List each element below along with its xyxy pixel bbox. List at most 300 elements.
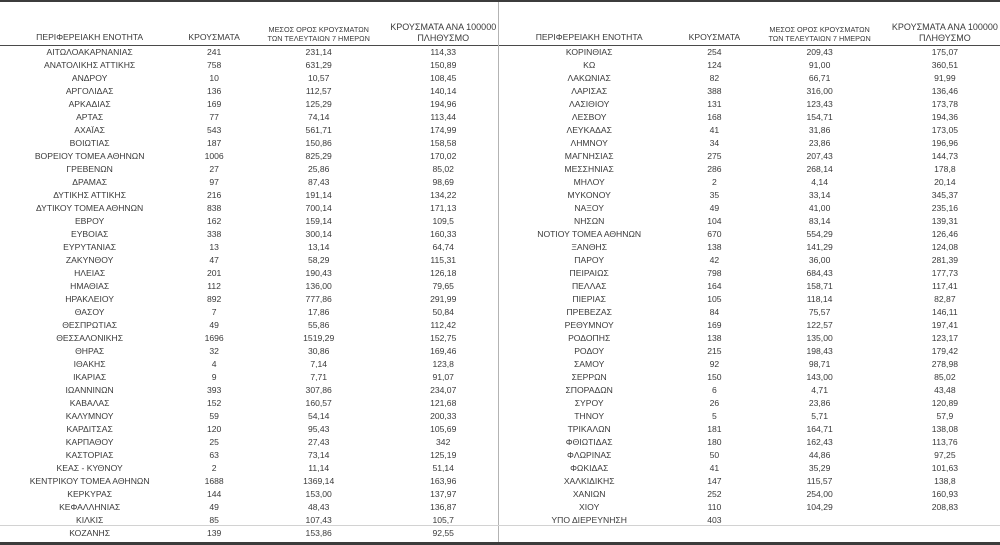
avg7days-cell: 136,00: [305, 281, 332, 291]
region-cell: ΚΑΡΠΑΘΟΥ: [65, 437, 114, 447]
region-cell: ΑΡΚΑΔΙΑΣ: [68, 99, 111, 109]
avg7days-cell: 66,71: [808, 73, 831, 83]
avg7days-cell: 209,43: [806, 47, 833, 57]
table-row: [0, 436, 498, 449]
per100k-cell: 113,44: [430, 112, 457, 122]
per100k-cell: 92,55: [432, 528, 454, 538]
table-row: [0, 462, 498, 475]
avg7days-cell: 17,86: [307, 307, 330, 317]
cases-cell: 84: [709, 307, 720, 317]
region-cell: ΕΒΡΟΥ: [74, 216, 105, 226]
region-cell: ΧΑΝΙΩΝ: [572, 489, 606, 499]
table-row: [499, 423, 1000, 436]
cases-cell: 104: [707, 216, 722, 226]
cases-cell: 393: [206, 385, 222, 395]
region-cell: ΚΕΑΣ - ΚΥΘΝΟΥ: [56, 463, 123, 473]
region-cell: ΛΗΜΝΟΥ: [570, 138, 608, 148]
per100k-cell: 178,8: [934, 164, 956, 174]
per100k-cell: 342: [436, 437, 451, 447]
cases-cell: 838: [206, 203, 222, 213]
cases-cell: 85: [209, 515, 219, 525]
column-header-cases: ΚΡΟΥΣΜΑΤΑ: [179, 2, 249, 46]
avg7days-cell: 5,71: [811, 411, 828, 421]
cases-cell: 169: [206, 99, 222, 109]
per100k-cell: 169,46: [430, 346, 457, 356]
table-header-row: [0, 2, 498, 46]
cases-cell: 82: [709, 73, 720, 83]
table-row: [499, 384, 1000, 397]
region-cell: ΔΥΤΙΚΟΥ ΤΟΜΕΑ ΑΘΗΝΩΝ: [35, 203, 144, 213]
per100k-cell: 50,84: [432, 307, 454, 317]
avg7days-cell: 123,43: [806, 99, 833, 109]
table-row: [0, 358, 498, 371]
table-row: [0, 85, 498, 98]
table-row: [499, 501, 1000, 514]
cases-cell: 286: [707, 164, 722, 174]
region-cell: ΘΑΣΟΥ: [74, 307, 105, 317]
cases-cell: 1688: [204, 476, 224, 486]
table-row: [499, 150, 1000, 163]
region-cell: ΧΑΛΚΙΔΙΚΗΣ: [563, 476, 615, 486]
region-cell: ΛΑΡΙΣΑΣ: [571, 86, 608, 96]
cases-cell: 139: [206, 528, 222, 538]
table-row: [499, 293, 1000, 306]
cases-cell: 77: [209, 112, 219, 122]
table-body-left: [0, 46, 498, 541]
region-cell: ΘΕΣΠΡΩΤΙΑΣ: [62, 320, 118, 330]
cases-table-left: [0, 2, 498, 540]
avg7days-cell: 154,71: [806, 112, 833, 122]
region-cell: ΣΕΡΡΩΝ: [571, 372, 607, 382]
avg7days-cell: 300,14: [305, 229, 332, 239]
per100k-cell: 345,37: [931, 190, 959, 200]
table-row: [499, 306, 1000, 319]
table-row: [499, 280, 1000, 293]
cases-cell: 1696: [204, 333, 224, 343]
cases-cell: 2: [211, 463, 217, 473]
table-row: [499, 59, 1000, 72]
table-row: [499, 436, 1000, 449]
table-row: [499, 228, 1000, 241]
avg7days-cell: 1369,14: [303, 476, 335, 486]
regional-table-left: [0, 2, 498, 542]
avg7days-cell: 307,86: [305, 385, 332, 395]
region-cell: ΘΗΡΑΣ: [75, 346, 105, 356]
region-cell: ΜΗΛΟΥ: [573, 177, 605, 187]
column-header-per100k-line2: ΠΛΗΘΥΣΜΟ: [417, 32, 470, 43]
region-cell: ΛΕΥΚΑΔΑΣ: [566, 125, 612, 135]
table-row: [0, 215, 498, 228]
avg7days-cell: 25,86: [307, 164, 330, 174]
table-row: [499, 176, 1000, 189]
cases-cell: 162: [206, 216, 222, 226]
cases-cell: 47: [209, 255, 219, 265]
table-row: [0, 449, 498, 462]
region-cell: ΒΟΡΕΙΟΥ ΤΟΜΕΑ ΑΘΗΝΩΝ: [34, 151, 145, 161]
region-cell: ΚΩ: [583, 60, 596, 70]
per100k-cell: 105,7: [432, 515, 454, 525]
cases-cell: 403: [707, 515, 722, 525]
cases-cell: 215: [707, 346, 722, 356]
region-cell: ΝΑΞΟΥ: [574, 203, 605, 213]
table-row: [0, 202, 498, 215]
table-row: [499, 215, 1000, 228]
region-cell: ΜΥΚΟΝΟΥ: [567, 190, 611, 200]
region-cell: ΠΑΡΟΥ: [574, 255, 605, 265]
table-row: [499, 410, 1000, 423]
avg7days-cell: 10,57: [307, 73, 330, 83]
region-cell: ΚΟΖΑΝΗΣ: [69, 528, 111, 538]
cases-cell: 152: [206, 398, 222, 408]
avg7days-cell: 141,29: [806, 242, 833, 252]
region-cell: ΑΙΤΩΛΟΑΚΑΡΝΑΝΙΑΣ: [46, 47, 133, 57]
table-row: [499, 111, 1000, 124]
column-header-avg7days-line1: ΜΕΣΟΣ ΟΡΟΣ ΚΡΟΥΣΜΑΤΩΝ: [268, 25, 369, 35]
table-row: [499, 254, 1000, 267]
cases-cell: 180: [707, 437, 722, 447]
avg7days-cell: 143,00: [806, 372, 833, 382]
table-header-row: [499, 2, 1000, 46]
avg7days-cell: 87,43: [307, 177, 330, 187]
avg7days-cell: 554,29: [806, 229, 833, 239]
table-row: [499, 98, 1000, 111]
cases-cell: 169: [707, 320, 722, 330]
region-cell: ΣΠΟΡΑΔΩΝ: [565, 385, 613, 395]
avg7days-cell: 198,43: [806, 346, 833, 356]
cases-cell: 252: [707, 489, 722, 499]
region-cell: ΕΥΒΟΙΑΣ: [70, 229, 109, 239]
avg7days-cell: 684,43: [806, 268, 833, 278]
cases-cell: 131: [707, 99, 722, 109]
per100k-cell: 101,63: [931, 463, 959, 473]
region-cell: ΝΗΣΩΝ: [574, 216, 605, 226]
table-row: [0, 241, 498, 254]
cases-cell: 10: [209, 73, 219, 83]
avg7days-cell: 4,14: [811, 177, 828, 187]
cases-cell: 25: [209, 437, 219, 447]
table-row: [0, 59, 498, 72]
table-row: [499, 163, 1000, 176]
cases-cell: 150: [707, 372, 722, 382]
avg7days-cell: 153,00: [305, 489, 332, 499]
table-row: [0, 72, 498, 85]
cases-cell: 1006: [204, 151, 224, 161]
avg7days-cell: 44,86: [808, 450, 831, 460]
cases-cell: 138: [707, 333, 722, 343]
cases-cell: 164: [707, 281, 722, 291]
cases-cell: 2: [712, 177, 717, 187]
cases-cell: 275: [707, 151, 722, 161]
avg7days-cell: 1519,29: [303, 333, 335, 343]
column-header-cases: ΚΡΟΥΣΜΑΤΑ: [679, 2, 749, 46]
table-row: [499, 137, 1000, 150]
avg7days-cell: 316,00: [806, 86, 833, 96]
cases-cell: 138: [707, 242, 722, 252]
avg7days-cell: 561,71: [305, 125, 332, 135]
regional-table-right: [498, 2, 1000, 542]
per100k-cell: 114,33: [430, 47, 457, 57]
region-cell: ΧΙΟΥ: [579, 502, 600, 512]
per100k-cell: 108,45: [430, 73, 457, 83]
per100k-cell: 98,69: [432, 177, 454, 187]
per100k-cell: 109,5: [432, 216, 454, 226]
table-row: [0, 371, 498, 384]
per100k-cell: 173,78: [931, 99, 959, 109]
table-row: [0, 254, 498, 267]
per100k-cell: 123,8: [432, 359, 454, 369]
region-cell: ΘΕΣΣΑΛΟΝΙΚΗΣ: [56, 333, 124, 343]
region-cell: ΗΜΑΘΙΑΣ: [70, 281, 110, 291]
per100k-cell: 105,69: [430, 424, 457, 434]
region-cell: ΕΥΡΥΤΑΝΙΑΣ: [63, 242, 117, 252]
avg7days-cell: 41,00: [808, 203, 831, 213]
region-cell: ΜΕΣΣΗΝΙΑΣ: [564, 164, 614, 174]
cases-cell: 216: [206, 190, 222, 200]
per100k-cell: 125,19: [430, 450, 457, 460]
region-cell: ΡΟΔΟΥ: [574, 346, 605, 356]
region-cell: ΡΟΔΟΠΗΣ: [568, 333, 611, 343]
region-cell: ΚΙΛΚΙΣ: [75, 515, 104, 525]
table-row: [0, 228, 498, 241]
table-row: [0, 384, 498, 397]
table-row: [0, 345, 498, 358]
cases-cell: 120: [206, 424, 222, 434]
column-header-avg7days: [249, 2, 388, 46]
region-cell: ΞΑΝΘΗΣ: [571, 242, 608, 252]
table-row: [499, 449, 1000, 462]
avg7days-cell: 55,86: [307, 320, 330, 330]
region-cell: ΑΝΔΡΟΥ: [71, 73, 108, 83]
column-header-per100k-line1: ΚΡΟΥΣΜΑΤΑ ΑΝΑ 100000: [390, 22, 497, 33]
avg7days-cell: 191,14: [305, 190, 332, 200]
region-cell: ΙΘΑΚΗΣ: [73, 359, 106, 369]
per100k-cell: 91,99: [934, 73, 956, 83]
table-row: [0, 527, 498, 540]
cases-cell: 6: [712, 385, 717, 395]
region-cell: ΚΑΣΤΟΡΙΑΣ: [65, 450, 114, 460]
cases-cell: 168: [707, 112, 722, 122]
table-row: [0, 280, 498, 293]
avg7days-cell: 4,71: [811, 385, 828, 395]
avg7days-cell: 98,71: [808, 359, 831, 369]
avg7days-cell: 33,14: [808, 190, 831, 200]
table-row: [0, 332, 498, 345]
cases-cell: 35: [709, 190, 720, 200]
region-cell: ΠΕΙΡΑΙΩΣ: [569, 268, 609, 278]
region-cell: ΚΟΡΙΝΘΙΑΣ: [565, 47, 613, 57]
per100k-cell: 173,05: [931, 125, 959, 135]
per100k-cell: 194,36: [931, 112, 959, 122]
region-cell: ΚΑΡΔΙΤΣΑΣ: [66, 424, 113, 434]
per100k-cell: 278,98: [931, 359, 959, 369]
avg7days-cell: 48,43: [307, 502, 330, 512]
region-cell: ΙΚΑΡΙΑΣ: [73, 372, 107, 382]
region-cell: ΛΑΚΩΝΙΑΣ: [567, 73, 611, 83]
per100k-cell: 137,97: [430, 489, 457, 499]
cases-cell: 42: [709, 255, 720, 265]
table-row: [0, 319, 498, 332]
cases-cell: 124: [707, 60, 722, 70]
per100k-cell: 179,42: [931, 346, 959, 356]
cases-cell: 758: [206, 60, 222, 70]
table-row: [499, 345, 1000, 358]
table-row: [0, 306, 498, 319]
per100k-cell: 134,22: [430, 190, 457, 200]
table-row: [0, 397, 498, 410]
cases-cell: 670: [707, 229, 722, 239]
avg7days-cell: 23,86: [808, 398, 831, 408]
table-row: [499, 332, 1000, 345]
table-row: [499, 124, 1000, 137]
avg7days-cell: 91,00: [808, 60, 831, 70]
per100k-cell: 160,33: [430, 229, 457, 239]
region-cell: ΝΟΤΙΟΥ ΤΟΜΕΑ ΑΘΗΝΩΝ: [537, 229, 642, 239]
avg7days-cell: 207,43: [806, 151, 833, 161]
lower-divider-rule: [0, 525, 1000, 526]
cases-cell: 543: [206, 125, 222, 135]
per100k-cell: 208,83: [931, 502, 959, 512]
cases-cell: 201: [206, 268, 222, 278]
table-row: [499, 189, 1000, 202]
region-cell: ΗΡΑΚΛΕΙΟΥ: [65, 294, 115, 304]
per100k-cell: 139,31: [931, 216, 959, 226]
avg7days-cell: 7,14: [310, 359, 328, 369]
cases-cell: 97: [209, 177, 219, 187]
region-cell: ΛΑΣΙΘΙΟΥ: [568, 99, 610, 109]
table-row: [0, 124, 498, 137]
column-header-per100k: [388, 2, 498, 46]
per100k-cell: 291,99: [430, 294, 457, 304]
avg7days-cell: 190,43: [305, 268, 332, 278]
avg7days-cell: 75,57: [808, 307, 831, 317]
table-row: [0, 137, 498, 150]
table-row: [0, 501, 498, 514]
table-row: [499, 319, 1000, 332]
table-row: [499, 46, 1000, 60]
region-cell: ΑΝΑΤΟΛΙΚΗΣ ΑΤΤΙΚΗΣ: [44, 60, 136, 70]
per100k-cell: 174,99: [430, 125, 457, 135]
per100k-cell: 82,87: [934, 294, 956, 304]
cases-cell: 49: [209, 502, 219, 512]
region-cell: ΔΥΤΙΚΗΣ ΑΤΤΙΚΗΣ: [53, 190, 127, 200]
cases-cell: 59: [209, 411, 219, 421]
region-cell: ΦΘΙΩΤΙΔΑΣ: [565, 437, 613, 447]
cases-cell: 4: [211, 359, 217, 369]
cases-cell: 798: [707, 268, 722, 278]
column-header-avg7days: [749, 2, 889, 46]
cases-cell: 41: [709, 463, 720, 473]
avg7days-cell: 268,14: [806, 164, 833, 174]
cases-cell: 49: [209, 320, 219, 330]
region-cell: ΚΑΒΑΛΑΣ: [69, 398, 110, 408]
table-row: [499, 462, 1000, 475]
cases-cell: 338: [206, 229, 222, 239]
per100k-cell: 197,41: [931, 320, 959, 330]
per100k-cell: 126,46: [931, 229, 959, 239]
per100k-cell: 115,31: [430, 255, 457, 265]
cases-cell: 892: [206, 294, 222, 304]
per100k-cell: 175,07: [931, 47, 959, 57]
column-header-region: ΠΕΡΙΦΕΡΕΙΑΚΗ ΕΝΟΤΗΤΑ: [0, 2, 179, 46]
per100k-cell: 200,33: [430, 411, 457, 421]
cases-cell: 241: [206, 47, 222, 57]
avg7days-cell: 11,14: [308, 463, 330, 473]
cases-cell: 136: [206, 86, 222, 96]
avg7days-cell: 160,57: [305, 398, 332, 408]
table-row: [0, 111, 498, 124]
per100k-cell: 152,75: [430, 333, 457, 343]
column-header-per100k-line1: ΚΡΟΥΣΜΑΤΑ ΑΝΑ 100000: [891, 22, 998, 33]
region-cell: ΠΡΕΒΕΖΑΣ: [566, 307, 612, 317]
cases-cell: 147: [707, 476, 722, 486]
cases-cell: 34: [709, 138, 720, 148]
column-header-avg7days-line2: ΤΩΝ ΤΕΛΕΥΤΑΙΩΝ 7 ΗΜΕΡΩΝ: [768, 33, 871, 43]
avg7days-cell: 158,71: [806, 281, 833, 291]
column-header-per100k-line2: ΠΛΗΘΥΣΜΟ: [918, 32, 971, 43]
table-row: [499, 241, 1000, 254]
column-header-per100k: [890, 2, 1000, 46]
table-row: [0, 176, 498, 189]
per100k-cell: 170,02: [430, 151, 457, 161]
region-cell: ΑΧΑΪΑΣ: [74, 125, 105, 135]
table-row: [0, 267, 498, 280]
region-cell: ΦΩΚΙΔΑΣ: [570, 463, 609, 473]
cases-cell: 9: [211, 372, 217, 382]
avg7days-cell: 777,86: [305, 294, 332, 304]
region-cell: ΤΡΙΚΑΛΩΝ: [567, 424, 611, 434]
avg7days-cell: 153,86: [305, 528, 332, 538]
cases-cell: 388: [707, 86, 722, 96]
region-cell: ΑΡΤΑΣ: [76, 112, 104, 122]
cases-cell: 41: [709, 125, 720, 135]
region-cell: ΓΡΕΒΕΝΩΝ: [66, 164, 113, 174]
table-row: [499, 475, 1000, 488]
table-row: [0, 98, 498, 111]
region-cell: ΚΑΛΥΜΝΟΥ: [65, 411, 114, 421]
region-cell: ΜΑΓΝΗΣΙΑΣ: [564, 151, 614, 161]
table-row: [499, 85, 1000, 98]
cases-cell: 50: [709, 450, 720, 460]
avg7days-cell: 27,43: [307, 437, 330, 447]
avg7days-cell: 7,71: [310, 372, 328, 382]
region-cell: ΣΑΜΟΥ: [574, 359, 605, 369]
column-header-avg7days-line1: ΜΕΣΟΣ ΟΡΟΣ ΚΡΟΥΣΜΑΤΩΝ: [769, 25, 870, 35]
per100k-cell: 235,16: [931, 203, 959, 213]
cases-cell: 254: [707, 47, 722, 57]
region-cell: ΠΙΕΡΙΑΣ: [572, 294, 606, 304]
region-cell: ΠΕΛΛΑΣ: [571, 281, 607, 291]
per100k-cell: 51,14: [432, 463, 454, 473]
cases-table-right: [499, 2, 1000, 527]
per100k-cell: 234,07: [430, 385, 457, 395]
avg7days-cell: 825,29: [305, 151, 332, 161]
avg7days-cell: 125,29: [305, 99, 332, 109]
table-row: [499, 72, 1000, 85]
avg7days-cell: 159,14: [305, 216, 332, 226]
region-cell: ΡΕΘΥΜΝΟΥ: [564, 320, 614, 330]
per100k-cell: 117,41: [932, 281, 958, 291]
table-row: [0, 150, 498, 163]
per100k-cell: 140,14: [430, 86, 457, 96]
avg7days-cell: 700,14: [305, 203, 332, 213]
avg7days-cell: 54,14: [307, 411, 330, 421]
avg7days-cell: 104,29: [806, 502, 833, 512]
region-cell: ΙΩΑΝΝΙΝΩΝ: [65, 385, 114, 395]
per100k-cell: 144,73: [931, 151, 959, 161]
cases-cell: 112: [207, 281, 221, 291]
per100k-cell: 85,02: [432, 164, 454, 174]
cases-cell: 92: [709, 359, 720, 369]
